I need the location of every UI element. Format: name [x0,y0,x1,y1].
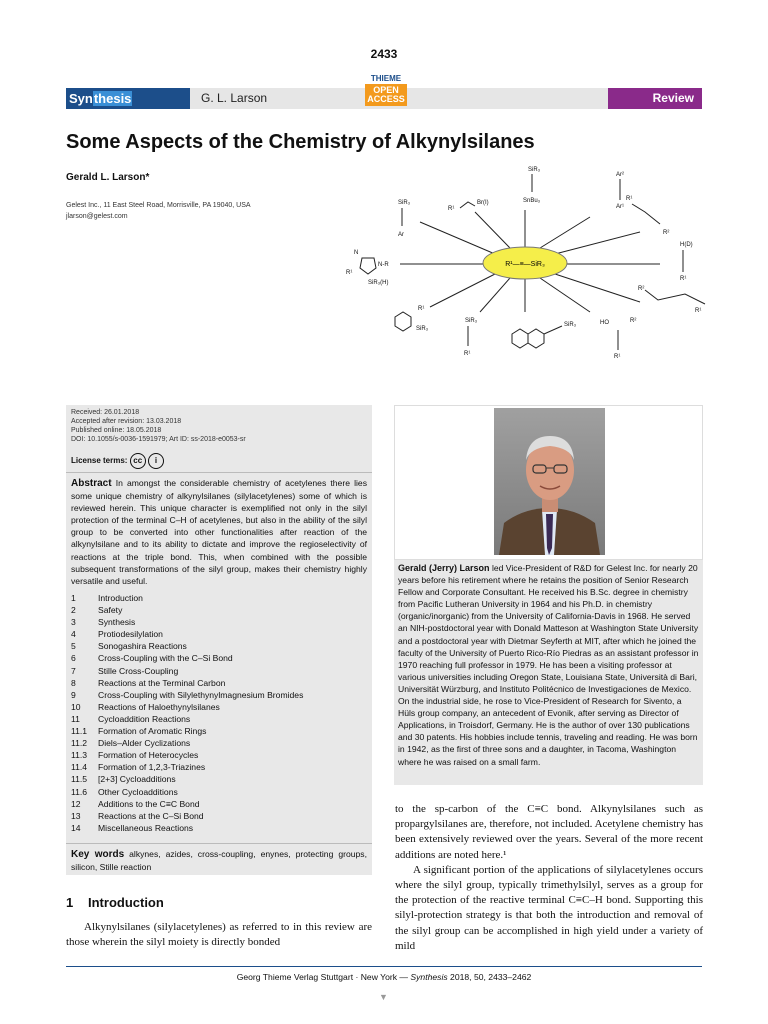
page-down-arrow-icon[interactable]: ▼ [379,992,388,1002]
toc-item[interactable] [71,640,367,652]
journal-logo[interactable] [66,88,190,109]
article-type-badge: Review [608,88,702,109]
toc-label: Formation of 1,2,3-Triazines [98,762,206,773]
toc-label: Additions to the C≡C Bond [98,798,200,809]
toc-label: Cycloaddition Reactions [98,713,191,724]
toc-item[interactable] [71,665,367,677]
svg-text:Br(I): Br(I) [477,200,489,206]
svg-text:SiR₃: SiR₃ [564,322,577,328]
toc-item[interactable] [71,810,367,822]
toc-item[interactable] [71,773,367,785]
svg-text:R¹: R¹ [448,206,455,212]
toc-number: 10 [71,701,81,712]
author-biography [398,562,700,768]
scheme-center-label: R¹—≡—SiR₃ [505,261,545,268]
toc-label: Cross-Coupling with Silylethynylmagnesium Bromides [98,689,304,700]
intro-paragraph: to the sp-carbon of the C≡C bond. Alkynylsilanes such as propargylsilanes are, therefore, not included. Acetylene chemistry has been extensively reviewed over the years. Several of the more recent additions are noted here.¹ [395,803,703,861]
toc-label: Reactions of Haloethynylsilanes [98,701,220,712]
svg-text:SiR₃(H): SiR₃(H) [368,280,389,286]
section-heading: 1 Introduction [66,895,164,910]
toc-label: Other Cycloadditions [98,786,178,797]
svg-text:N-R: N-R [378,262,389,268]
toc-item[interactable] [71,725,367,737]
svg-text:R²: R² [630,318,637,324]
page-number: 2433 [370,47,398,61]
toc-label: Cross-Coupling with the C–Si Bond [98,653,233,664]
toc-label: [2+3] Cycloadditions [98,774,176,785]
received-date: Received: 26.01.2018 [71,409,140,416]
creative-commons-icon[interactable]: cc [130,453,146,469]
toc-item[interactable] [71,689,367,701]
toc-label: Protiodesilylation [98,629,163,640]
svg-text:Ar²: Ar² [616,172,624,178]
accepted-date: Accepted after revision: 13.03.2018 [71,418,182,425]
toc-number: 12 [71,798,81,809]
toc-number: 11.5 [71,774,88,785]
toc-label: Safety [98,605,123,616]
toc-number: 11.1 [71,726,88,737]
toc-number: 11 [71,713,80,724]
toc-number: 6 [71,653,76,664]
toc-number: 11.2 [71,738,88,749]
toc-number: 7 [71,665,76,676]
svg-text:R¹: R¹ [418,306,425,312]
toc-item[interactable] [71,652,367,664]
keywords-label: Key words [71,849,125,860]
toc-number: 8 [71,677,76,688]
abstract [71,477,367,587]
svg-text:SiR₃: SiR₃ [416,326,429,332]
toc-item[interactable] [71,786,367,798]
svg-text:R²: R² [663,230,670,236]
attribution-icon[interactable]: i [148,453,164,469]
toc-item[interactable] [71,701,367,713]
author-name: Gerald L. Larson* [66,172,150,183]
intro-paragraph: A significant portion of the applications of silylacetylenes occurs where the silyl group, typically trimethylsilyl, serves as a group for the protection of the reactive terminal C≡C–H bond. Supporting this silyl-protection strategy is that both the introduction and removal of the silyl group can be accomplished in high yield under a variety of mild [395,863,703,952]
toc-label: Synthesis [98,617,136,628]
toc-label: Reactions at the C–Si Bond [98,810,204,821]
open-access-badge[interactable] [365,74,407,112]
doi[interactable]: DOI: 10.1055/s-0036-1591979; Art ID: ss-2018-e0053-sr [71,436,246,443]
toc-number: 5 [71,641,76,652]
intro-column-right [395,802,703,954]
toc-label: Miscellaneous Reactions [98,822,194,833]
oa-thieme: THIEME [370,74,402,83]
svg-text:H(D): H(D) [680,242,693,248]
svg-text:Ar¹: Ar¹ [616,204,624,210]
license-terms [71,453,164,469]
toc-item[interactable] [71,737,367,749]
toc-number: 2 [71,605,76,616]
toc-label: Reactions at the Terminal Carbon [98,677,226,688]
license-label: License terms: [71,456,128,466]
reaction-scheme [340,162,710,362]
svg-text:R¹: R¹ [626,196,633,202]
svg-text:R¹: R¹ [680,276,687,282]
toc-number: 9 [71,689,76,700]
toc-item[interactable] [71,798,367,810]
toc-label: Formation of Aromatic Rings [98,726,207,737]
table-of-contents [71,592,367,834]
journal-name-part2: thesis [93,91,132,106]
toc-item[interactable] [71,592,367,604]
toc-number: 14 [71,822,81,833]
journal-name-part1: Syn [69,91,93,106]
footer: Georg Thieme Verlag Stuttgart · New York — Synthesis 2018, 50, 2433–2462 [236,972,532,982]
bio-text: led Vice-President of R&D for Gelest Inc. for nearly 20 years before his retirement where he retains the position of Senior Research Fellow and Corporate Consultant. He received his B.Sc. degree in chemistry from Pacific Lutheran University in 1964 and his Ph.D. in chemistry (organic/inorganic) from the University of California-Davis in 1968. He served an NIH-postdoctoral year with Donald Matteson at Washington State University and a postdoctoral year with Dietmar Seyferth at MIT, after which he joined the faculty of the University of Puerto Rico-Río Piedras as an assistant professor in 1970 reaching full professor in 1979. He has been a visiting professor at various universities including Oregon State, Louisiana State, Università di Bari, Universität Würzburg, and Instituto Politécnico de Investigaciones de Mexico. On the industrial side, he rose to Vice-President of Research for Sivento, a Hüls group company, an antecedent of Evonik, after serving as Director of Applications, in Troisdorf, Germany. He is the author of over 130 publications and 30 patents. His hobbies include tennis, traveling and reading. He was born in 1942, as the first of three sons and a daughter, in Tacoma, Washington where he was raised on a small farm. [398,563,699,767]
svg-text:SiR₃: SiR₃ [398,200,411,206]
keywords [71,848,367,873]
svg-text:HO: HO [600,320,609,326]
intro-paragraph-left: Alkynylsilanes (silylacetylenes) as referred to in this review are those wherein the silyl moiety is directly bonded [66,921,372,949]
toc-item[interactable] [71,749,367,761]
author-email[interactable]: jlarson@gelest.com [66,213,128,220]
svg-text:SiR₃: SiR₃ [528,167,541,173]
published-date: Published online: 18.05.2018 [71,427,162,434]
author-photo [494,408,605,555]
toc-item[interactable] [71,761,367,773]
affiliation [66,200,251,222]
affiliation-address: Gelest Inc., 11 East Steel Road, Morrisville, PA 19040, USA [66,202,251,209]
svg-text:R¹: R¹ [695,308,702,314]
svg-text:SnBu₃: SnBu₃ [523,198,541,204]
oa-open: OPEN ACCESS [365,84,407,106]
toc-number: 11.3 [71,750,88,761]
toc-label: Stille Cross-Coupling [98,665,179,676]
svg-text:R¹: R¹ [346,270,353,276]
toc-number: 13 [71,810,81,821]
svg-text:R²: R² [638,286,645,292]
toc-label: Sonogashira Reactions [98,641,187,652]
svg-text:N: N [354,250,359,256]
abstract-text: In amongst the considerable chemistry of acetylenes there lies some unique chemistry of alkynylsilanes (silylacetylenes) some of which is reviewed herein. This unique character is exemplified not only in the silyl protection of the terminal C–H of acetylenes, but also in the ability of the silyl group to be converted into other functionalities after reaction of the alkynylsilane and to its ability to dictate and improve the regioselectivity of reactions at the triple bond. This, when combined with the possible subsequent transformations of the silyl group, makes their chemistry highly versatile and useful. [71,478,367,586]
toc-item[interactable] [71,616,367,628]
toc-item[interactable] [71,713,367,725]
toc-item[interactable] [71,628,367,640]
toc-number: 1 [71,593,76,603]
bio-name: Gerald (Jerry) Larson [398,563,490,573]
toc-item[interactable] [71,604,367,616]
divider [66,843,372,844]
toc-label: Introduction [98,593,143,603]
toc-number: 11.4 [71,762,88,773]
svg-text:Ar: Ar [398,232,404,238]
divider [66,472,372,473]
toc-label: Diels–Alder Cyclizations [98,738,191,749]
article-title: Some Aspects of the Chemistry of Alkynylsilanes [66,131,535,153]
svg-text:SiR₃: SiR₃ [465,318,478,324]
toc-number: 4 [71,629,76,640]
toc-item[interactable] [71,677,367,689]
running-author: G. L. Larson [201,91,268,105]
svg-text:R¹: R¹ [464,351,471,357]
toc-number: 11.6 [71,786,88,797]
article-dates [71,408,246,444]
footer-divider [66,966,702,967]
toc-number: 3 [71,617,76,628]
abstract-label: Abstract [71,478,112,489]
svg-text:R¹: R¹ [614,354,621,360]
toc-item[interactable] [71,822,367,834]
toc-label: Formation of Heterocycles [98,750,199,761]
keywords-text: alkynes, azides, cross-coupling, enynes, protecting groups, silicon, Stille reaction [71,849,367,873]
